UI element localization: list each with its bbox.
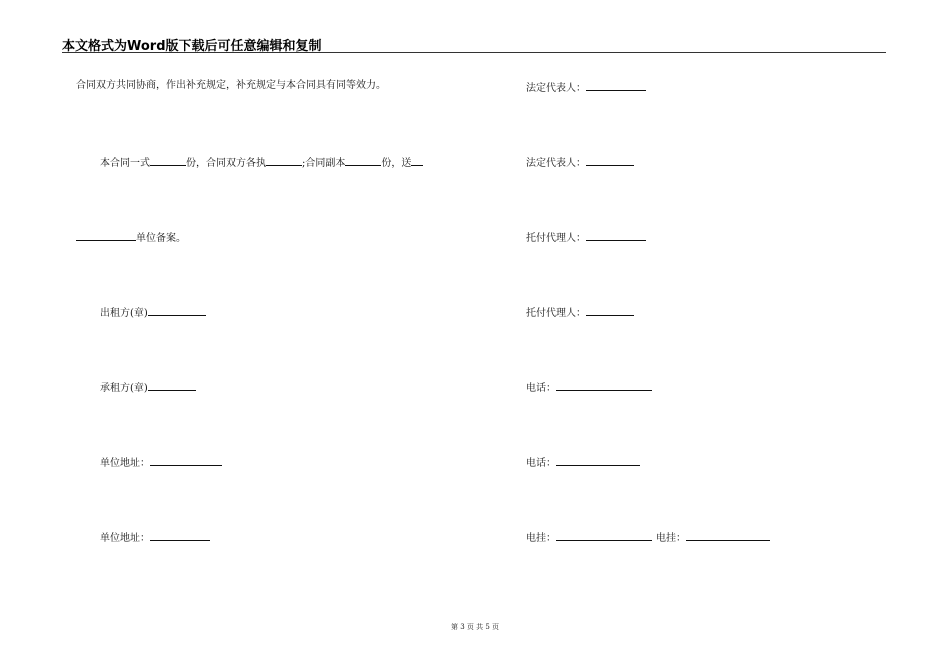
clause-supplement bbox=[76, 80, 386, 92]
phone-label-2: 电话： bbox=[526, 458, 556, 469]
telex-label-2: 电挂： bbox=[656, 533, 686, 544]
filing-unit-blank[interactable] bbox=[76, 230, 136, 241]
unit-address-line-2 bbox=[100, 530, 210, 545]
legal-rep-line-1 bbox=[526, 80, 646, 95]
copies-text-4: 份，送 bbox=[381, 158, 412, 169]
copies-text-1: 本合同一式 bbox=[100, 158, 150, 169]
copies-count-blank[interactable] bbox=[150, 155, 186, 166]
phone-label-1: 电话： bbox=[526, 383, 556, 394]
clause-supplement-text: 合同双方共同协商，作出补充规定，补充规定与本合同具有同等效力。 bbox=[76, 80, 386, 91]
lessee-seal-label: 承租方(章) bbox=[100, 383, 148, 394]
page-number: 第 3 页 共 5 页 bbox=[450, 623, 500, 631]
unit-address-label-2: 单位地址： bbox=[100, 533, 150, 544]
agent-line-2 bbox=[526, 305, 634, 320]
clause-filing bbox=[76, 230, 186, 245]
legal-rep-line-2 bbox=[526, 155, 634, 170]
unit-address-blank-1[interactable] bbox=[150, 455, 222, 466]
copies-text-2: 份，合同双方各执 bbox=[186, 158, 266, 169]
copies-text-3: ;合同副本 bbox=[302, 158, 346, 169]
agent-label-1: 托付代理人： bbox=[526, 233, 586, 244]
lessor-seal-line bbox=[100, 305, 206, 320]
phone-blank-1[interactable] bbox=[556, 380, 652, 391]
legal-rep-label-2: 法定代表人： bbox=[526, 158, 586, 169]
lessor-seal-label: 出租方(章) bbox=[100, 308, 148, 319]
telex-blank-2[interactable] bbox=[686, 530, 770, 541]
telex-blank-1[interactable] bbox=[556, 530, 652, 541]
telex-label-1: 电挂： bbox=[526, 533, 556, 544]
legal-rep-blank-2[interactable] bbox=[586, 155, 634, 166]
lessee-seal-blank[interactable] bbox=[148, 380, 196, 391]
phone-blank-2[interactable] bbox=[556, 455, 640, 466]
unit-address-blank-2[interactable] bbox=[150, 530, 210, 541]
agent-blank-2[interactable] bbox=[586, 305, 634, 316]
page-header bbox=[62, 34, 886, 53]
legal-rep-label-1: 法定代表人： bbox=[526, 83, 586, 94]
agent-label-2: 托付代理人： bbox=[526, 308, 586, 319]
copies-each-blank[interactable] bbox=[266, 155, 302, 166]
phone-line-2 bbox=[526, 455, 640, 470]
agent-blank-1[interactable] bbox=[586, 230, 646, 241]
unit-address-line-1 bbox=[100, 455, 222, 470]
lessor-seal-blank[interactable] bbox=[148, 305, 206, 316]
page-footer bbox=[0, 622, 950, 632]
telex-line bbox=[526, 530, 770, 545]
clause-copies bbox=[100, 155, 423, 170]
phone-line-1 bbox=[526, 380, 652, 395]
copies-duplicate-blank[interactable] bbox=[345, 155, 381, 166]
unit-address-label-1: 单位地址： bbox=[100, 458, 150, 469]
agent-line-1 bbox=[526, 230, 646, 245]
copies-send-blank[interactable] bbox=[411, 155, 423, 166]
document-header-title: 本文格式为Word版下载后可任意编辑和复制 bbox=[62, 39, 322, 54]
lessee-seal-line bbox=[100, 380, 196, 395]
filing-unit-text: 单位备案。 bbox=[136, 233, 186, 244]
legal-rep-blank-1[interactable] bbox=[586, 80, 646, 91]
